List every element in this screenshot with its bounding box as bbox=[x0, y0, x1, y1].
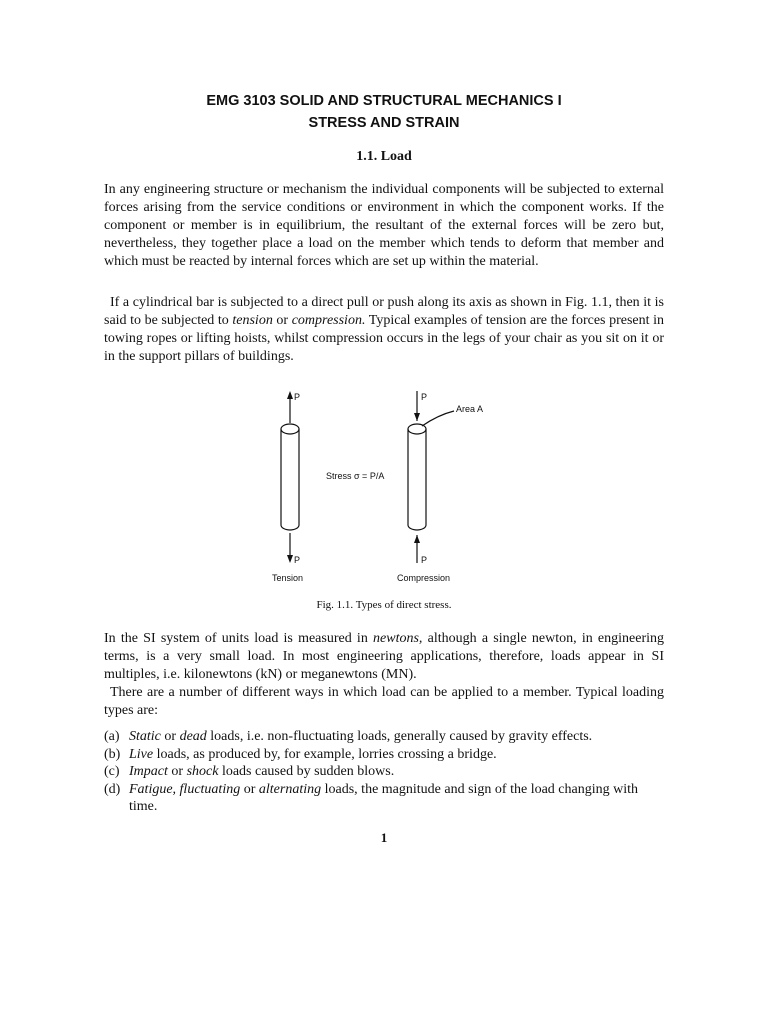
area-label: Area A bbox=[456, 404, 484, 414]
figure-caption: Fig. 1.1. Types of direct stress. bbox=[316, 599, 452, 611]
page-number: 1 bbox=[380, 830, 388, 845]
list-item: (c) Impact or shock loads caused by sudden blows. bbox=[104, 764, 395, 779]
term-newtons: newtons, bbox=[373, 631, 423, 646]
tension-label: Tension bbox=[272, 573, 304, 583]
paragraph-tension-compression: If a cylindrical bar is subjected to a direct pull or push along its axis as shown in Fig. 1.1, then it is said to be subjected to tension or compression. Typical examples of tension are the forces present in towing ropes or lifting hoists, whilst compression occurs in the legs of your chair as you sit on it or in the support pillars of buildings. bbox=[104, 295, 664, 364]
list-item: (a) Static or dead loads, i.e. non-fluctuating loads, generally caused by gravity effects. bbox=[104, 729, 593, 744]
direct-stress-figure bbox=[250, 385, 490, 595]
paragraph-intro: In any engineering structure or mechanism the individual components will be subjected to external forces arising from the service conditions or environment in which the component works. If the component or member is in equilibrium, the resultant of the external forces will be zero but, nevertheless, they together place a load on the member which tends to deform that member and which must be reacted by internal forces which are set up within the material. bbox=[104, 182, 664, 269]
term-tension: tension bbox=[232, 313, 273, 328]
loading-types-list bbox=[104, 728, 666, 816]
tension-top-load-label: P bbox=[294, 392, 301, 402]
compression-bottom-load-label: P bbox=[421, 555, 428, 565]
term-compression: compression. bbox=[291, 313, 366, 328]
chapter-title: STRESS AND STRAIN bbox=[308, 115, 460, 131]
area-leader-line bbox=[422, 411, 454, 426]
list-item: (d) Fatigue, fluctuating or alternating loads, the magnitude and sign of the load changing with time. bbox=[104, 781, 639, 814]
compression-bar bbox=[408, 424, 426, 530]
tension-bottom-load-label: P bbox=[294, 555, 301, 565]
compression-top-load-label: P bbox=[421, 392, 428, 402]
list-item: (b) Live loads, as produced by, for example, lorries crossing a bridge. bbox=[104, 746, 497, 762]
section-heading: 1.1. Load bbox=[356, 149, 412, 164]
paragraph-si-units: In the SI system of units load is measured in newtons, although a single newton, in engineering terms, is a very small load. In most engineering applications, therefore, loads appear in SI multiples, i.e. kilonewtons (kN) or meganewtons (MN). bbox=[104, 631, 664, 682]
tension-bar bbox=[281, 424, 299, 530]
course-title: EMG 3103 SOLID AND STRUCTURAL MECHANICS I bbox=[206, 93, 562, 109]
compression-label: Compression bbox=[397, 573, 451, 583]
stress-formula-label: Stress σ = P/A bbox=[326, 471, 385, 481]
paragraph-loading-intro: There are a number of different ways in which load can be applied to a member. Typical loading types are: bbox=[104, 685, 664, 718]
